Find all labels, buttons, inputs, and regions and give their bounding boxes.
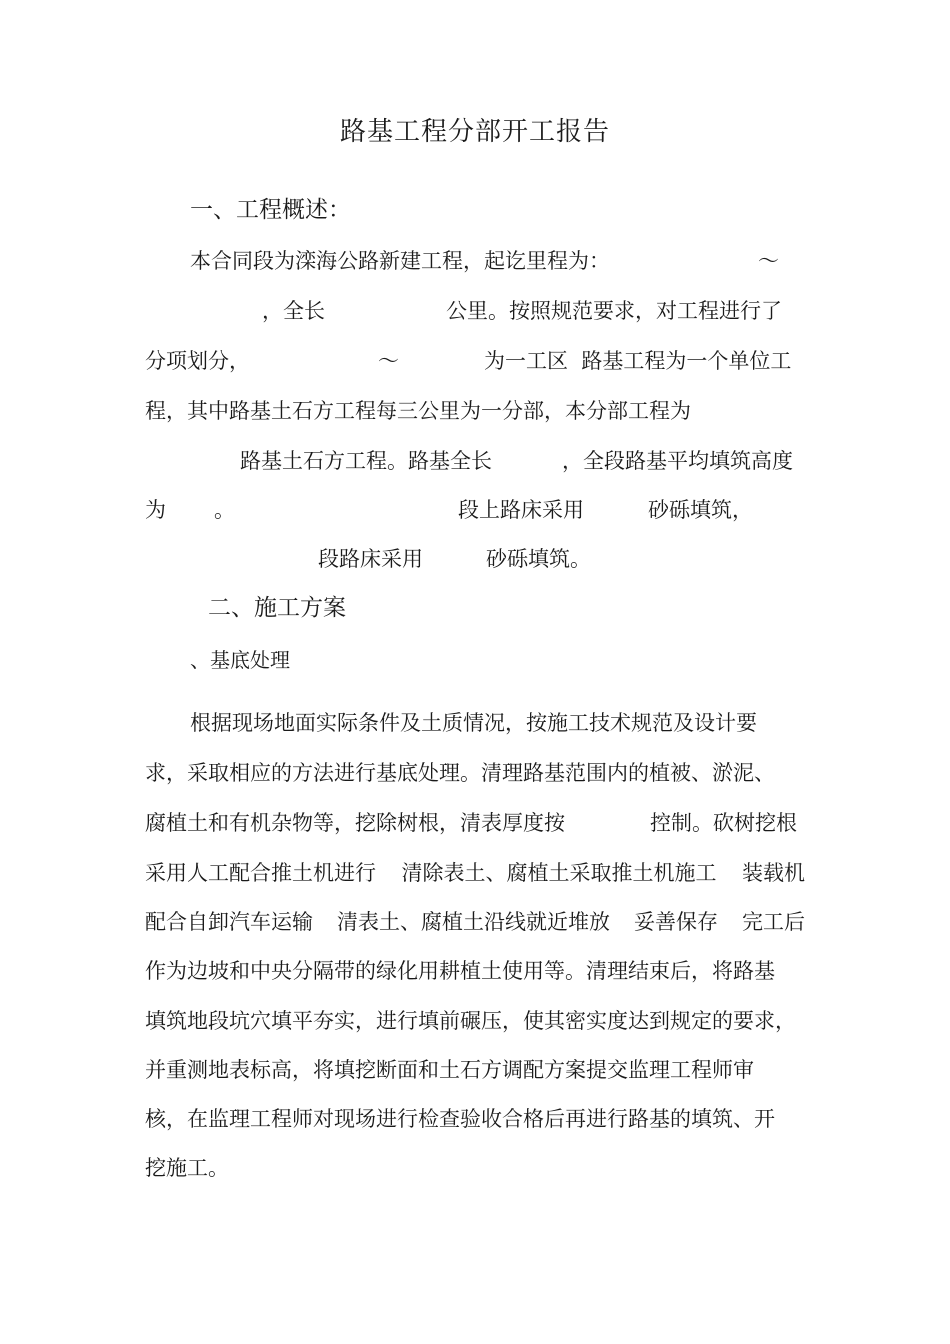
text-fragment: 段上路床采用 bbox=[458, 498, 584, 522]
text-line: 本合同段为滦海公路新建工程，起讫里程为： bbox=[190, 249, 610, 273]
section-heading-construction-plan: 二、施工方案 bbox=[208, 595, 346, 621]
paragraph-line bbox=[145, 760, 805, 786]
text-line: 为一工区 路基工程为一个单位工 bbox=[484, 349, 792, 373]
paragraph-line: 并重测地表标高，将填挖断面和土石方调配方案提交监理工程师审 bbox=[145, 1058, 754, 1082]
text-fragment: 为 bbox=[145, 498, 166, 522]
paragraph-fragment: 腐植土和有机杂物等，挖除树根，清表厚度按 bbox=[145, 811, 565, 835]
text-line: ，全段路基平均填筑高度 bbox=[562, 449, 793, 473]
text-fragment: 砂砾填筑。 bbox=[486, 547, 591, 571]
text-fragment: ～ bbox=[378, 349, 399, 373]
paragraph-line: 作为边坡和中央分隔带的绿化用耕植土使用等。清理结束后，将路基 bbox=[145, 959, 775, 983]
paragraph-fragment: 清除表土、腐植土采取推土机施工 bbox=[401, 861, 717, 885]
text-fragment: 分项划分， bbox=[145, 349, 250, 373]
subsection-heading-base-treatment: 、基底处理 bbox=[190, 648, 290, 672]
text-fragment: 砂砾填筑， bbox=[648, 498, 753, 522]
paragraph-line: 填筑地段坑穴填平夯实，进行填前碾压，使其密实度达到规定的要求， bbox=[145, 1009, 796, 1033]
paragraph-fragment: 妥善保存 bbox=[634, 910, 718, 934]
paragraph-fragment: 完工后 bbox=[742, 910, 805, 934]
paragraph-fragment: 清表土、腐植土沿线就近堆放 bbox=[337, 910, 610, 934]
paragraph-fragment: 装载机 bbox=[742, 861, 805, 885]
paragraph-fragment: 采用人工配合推土机进行 bbox=[145, 861, 376, 885]
paragraph-fragment: 配合自卸汽车运输 bbox=[145, 910, 313, 934]
paragraph-fragment: 求，采取相应的方法进行基底处理。清理路基范围内的植被、淤泥、 bbox=[145, 761, 775, 785]
text-line: 程，其中路基土石方工程每三公里为一分部，本分部工程为 bbox=[145, 399, 691, 423]
text-fragment: 。 bbox=[214, 498, 235, 522]
document-title: 路基工程分部开工报告 bbox=[339, 117, 610, 147]
text-line: 路基土石方工程。路基全长 bbox=[240, 449, 492, 473]
paragraph-line: 根据现场地面实际条件及土质情况，按施工技术规范及设计要 bbox=[190, 711, 757, 735]
text-fragment: ，全长 bbox=[262, 299, 325, 323]
paragraph-line: 核，在监理工程师对现场进行检查验收合格后再进行路基的填筑、开 bbox=[145, 1107, 775, 1131]
paragraph-line: 挖施工。 bbox=[145, 1156, 229, 1180]
paragraph-fragment: 控制。砍树挖根 bbox=[650, 811, 797, 835]
paragraph-line bbox=[145, 860, 805, 886]
text-fragment: ～ bbox=[758, 249, 779, 273]
text-line: 公里。按照规范要求，对工程进行了 bbox=[446, 299, 782, 323]
section-heading-overview: 一、工程概述： bbox=[190, 197, 351, 223]
text-fragment: 段路床采用 bbox=[318, 547, 423, 571]
paragraph-line bbox=[145, 909, 805, 935]
